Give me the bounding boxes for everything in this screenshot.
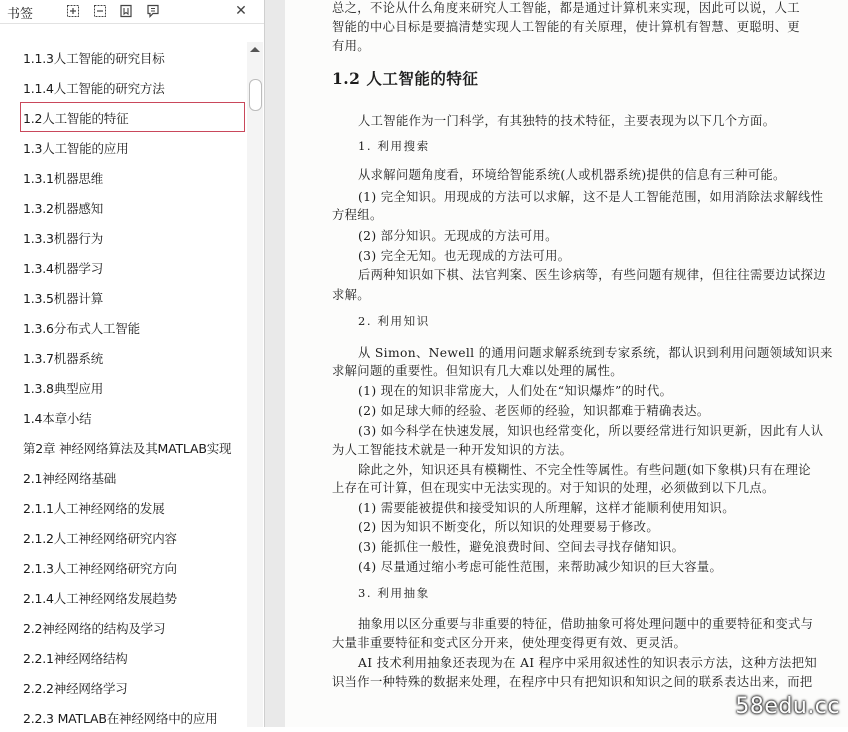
bookmark-panel-header xyxy=(0,0,264,24)
bookmark-item-label: 2.2.2神经网络学习 xyxy=(23,681,128,696)
body-text-line: 智能的中心目标是要搞清楚实现人工智能的有关原理，使计算机有智慧、更聪明、更 xyxy=(332,20,800,34)
body-text-line: 有用。 xyxy=(332,39,370,53)
bookmark-item-label: 2.1.1人工神经网络的发展 xyxy=(23,501,165,516)
bookmark-item-label: 1.3.1机器思维 xyxy=(23,171,104,186)
body-text-line: 从求解问题角度看，环境给智能系统(人或机器系统)提供的信息有三种可能。 xyxy=(358,168,786,182)
bookmark-item-label: 2.1神经网络基础 xyxy=(23,471,117,486)
bookmark-item[interactable] xyxy=(0,282,246,312)
bookmark-item-label: 1.3.4机器学习 xyxy=(23,261,104,276)
bookmark-item[interactable] xyxy=(0,372,246,402)
bookmark-item[interactable] xyxy=(0,222,246,252)
body-text-line: AI 技术利用抽象还表现为在 AI 程序中采用叙述性的知识表示方法，这种方法把知 xyxy=(358,656,818,670)
bookmark-item-label: 1.3.7机器系统 xyxy=(23,351,104,366)
bookmark-item-label: 1.1.4人工智能的研究方法 xyxy=(23,81,165,96)
body-text-line: (3) 能抓住一般性，避免浪费时间、空间去寻找存储知识。 xyxy=(358,540,685,554)
bookmark-item-label: 1.3.2机器感知 xyxy=(23,201,104,216)
body-text-line: (3) 如今科学在快速发展，知识也经常变化，所以要经常进行知识更新，因此有人认 xyxy=(358,424,824,438)
body-text-line: (2) 如足球大师的经验、老医师的经验，知识都难于精确表达。 xyxy=(358,404,710,418)
scroll-up-arrow-icon[interactable] xyxy=(250,47,260,52)
expand-all-icon[interactable] xyxy=(65,3,81,19)
body-text-line: (1) 现在的知识非常庞大，人们处在“知识爆炸”的时代。 xyxy=(358,384,673,398)
body-text-line: 人工智能作为一门科学，有其独特的技术特征，主要表现为以下几个方面。 xyxy=(358,114,776,128)
body-text-line: 大量非重要特征和变式区分开来，使处理变得更有效、更灵活。 xyxy=(332,636,687,650)
body-text-line: (3) 完全无知。也无现成的方法可用。 xyxy=(358,249,571,263)
body-text-line: 除此之外，知识还具有模糊性、不完全性等属性。有些问题(如下象棋)只有在理论 xyxy=(358,463,811,477)
bookmark-item[interactable] xyxy=(0,132,246,162)
bookmark-item[interactable] xyxy=(0,252,246,282)
bookmark-item-label: 2.1.3人工神经网络研究方向 xyxy=(23,561,177,576)
bookmark-item-label: 1.3.6分布式人工智能 xyxy=(23,321,140,336)
bookmark-item-label: 2.2神经网络的结构及学习 xyxy=(23,621,166,636)
body-text-line: 方程组。 xyxy=(332,208,383,222)
body-text-line: 后两种知识如下棋、法官判案、医生诊病等，有些问题有规律，但往往需要边试探边 xyxy=(358,268,826,282)
bookmark-item[interactable] xyxy=(0,192,246,222)
bookmark-item[interactable] xyxy=(0,552,246,582)
bookmark-item[interactable] xyxy=(0,432,246,462)
bookmark-item-label: 1.3.3机器行为 xyxy=(23,231,104,246)
bookmark-item[interactable] xyxy=(0,72,246,102)
body-text-line: 总之，不论从什么角度来研究人工智能，都是通过计算机来实现，因此可以说，人工 xyxy=(332,1,800,15)
bookmark-item-label: 第2章 神经网络算法及其MATLAB实现 xyxy=(23,441,232,456)
bookmark-list xyxy=(0,42,246,732)
bookmark-item[interactable] xyxy=(0,642,246,672)
body-text-line: (1) 需要能被提供和接受知识的人所理解，这样才能顺利使用知识。 xyxy=(358,501,735,515)
section-title: 1.2 人工智能的特征 xyxy=(332,69,479,88)
body-text-line: 求解。 xyxy=(332,288,370,302)
bookmark-item[interactable] xyxy=(0,672,246,702)
bookmark-item[interactable] xyxy=(20,102,245,132)
subsection-title: 2. 利用知识 xyxy=(358,314,430,328)
subsection-title: 1. 利用搜索 xyxy=(358,139,430,153)
bookmark-panel-title: 书签 xyxy=(7,7,34,22)
bookmark-item-label: 1.3.5机器计算 xyxy=(23,291,104,306)
bookmark-item-label: 1.3人工智能的应用 xyxy=(23,141,129,156)
bookmark-item-label: 1.1.3人工智能的研究目标 xyxy=(23,51,165,66)
body-text-line: (1) 完全知识。用现成的方法可以求解，这不是人工智能范围，如用消除法求解线性 xyxy=(358,190,824,204)
bookmark-item[interactable] xyxy=(0,42,246,72)
bookmark-item-label: 2.1.4人工神经网络发展趋势 xyxy=(23,591,177,606)
body-text-line: 求解问题的重要性。但知识有几大难以处理的属性。 xyxy=(332,364,623,378)
close-icon[interactable]: ✕ xyxy=(235,3,247,19)
body-text-line: 识当作一种特殊的数据来处理，在程序中只有把知识和知识之间的联系表达出来，而把 xyxy=(332,675,813,689)
bookmark-item[interactable] xyxy=(0,582,246,612)
body-text-line: 从 Simon、Newell 的通用问题求解系统到专家系统，都认识到利用问题领域知识来 xyxy=(358,346,833,360)
bookmark-item[interactable] xyxy=(0,492,246,522)
subsection-title: 3. 利用抽象 xyxy=(358,586,430,600)
bookmark-item[interactable] xyxy=(0,342,246,372)
bookmark-scrollbar[interactable] xyxy=(247,42,263,727)
collapse-all-icon[interactable] xyxy=(92,3,108,19)
bookmark-item[interactable] xyxy=(0,702,246,732)
watermark: 58edu.cc xyxy=(735,694,840,719)
scrollbar-thumb[interactable] xyxy=(249,79,262,111)
bookmark-item-label: 1.2人工智能的特征 xyxy=(23,111,129,126)
bookmark-item-label: 2.2.1神经网络结构 xyxy=(23,651,128,666)
add-bookmark-icon[interactable] xyxy=(118,3,134,19)
body-text-line: (2) 部分知识。无现成的方法可用。 xyxy=(358,229,558,243)
body-text-line: 为人工智能技术就是一种开发知识的方法。 xyxy=(332,443,573,457)
body-text-line: (4) 尽量通过缩小考虑可能性范围，来帮助减少知识的巨大容量。 xyxy=(358,560,723,574)
bookmark-item-label: 1.3.8典型应用 xyxy=(23,381,104,396)
bookmark-item-label: 2.1.2人工神经网络研究内容 xyxy=(23,531,177,546)
bookmark-item[interactable] xyxy=(0,162,246,192)
bookmark-item-label: 1.4本章小结 xyxy=(23,411,92,426)
panel-divider[interactable] xyxy=(265,0,285,727)
bookmark-item[interactable] xyxy=(0,462,246,492)
body-text-line: 抽象用以区分重要与非重要的特征，借助抽象可将处理问题中的重要特征和变式与 xyxy=(358,617,814,631)
bookmark-icon[interactable] xyxy=(145,3,161,19)
body-text-line: 上存在可计算，但在现实中无法实现的。对于知识的处理，必须做到以下几点。 xyxy=(332,481,775,495)
bookmark-panel xyxy=(0,0,265,727)
document-page xyxy=(285,0,848,727)
body-text-line: (2) 因为知识不断变化，所以知识的处理要易于修改。 xyxy=(358,520,659,534)
bookmark-item[interactable] xyxy=(0,612,246,642)
bookmark-item[interactable] xyxy=(0,312,246,342)
bookmark-item[interactable] xyxy=(0,522,246,552)
bookmark-item[interactable] xyxy=(0,402,246,432)
bookmark-item-label: 2.2.3 MATLAB在神经网络中的应用 xyxy=(23,711,218,726)
